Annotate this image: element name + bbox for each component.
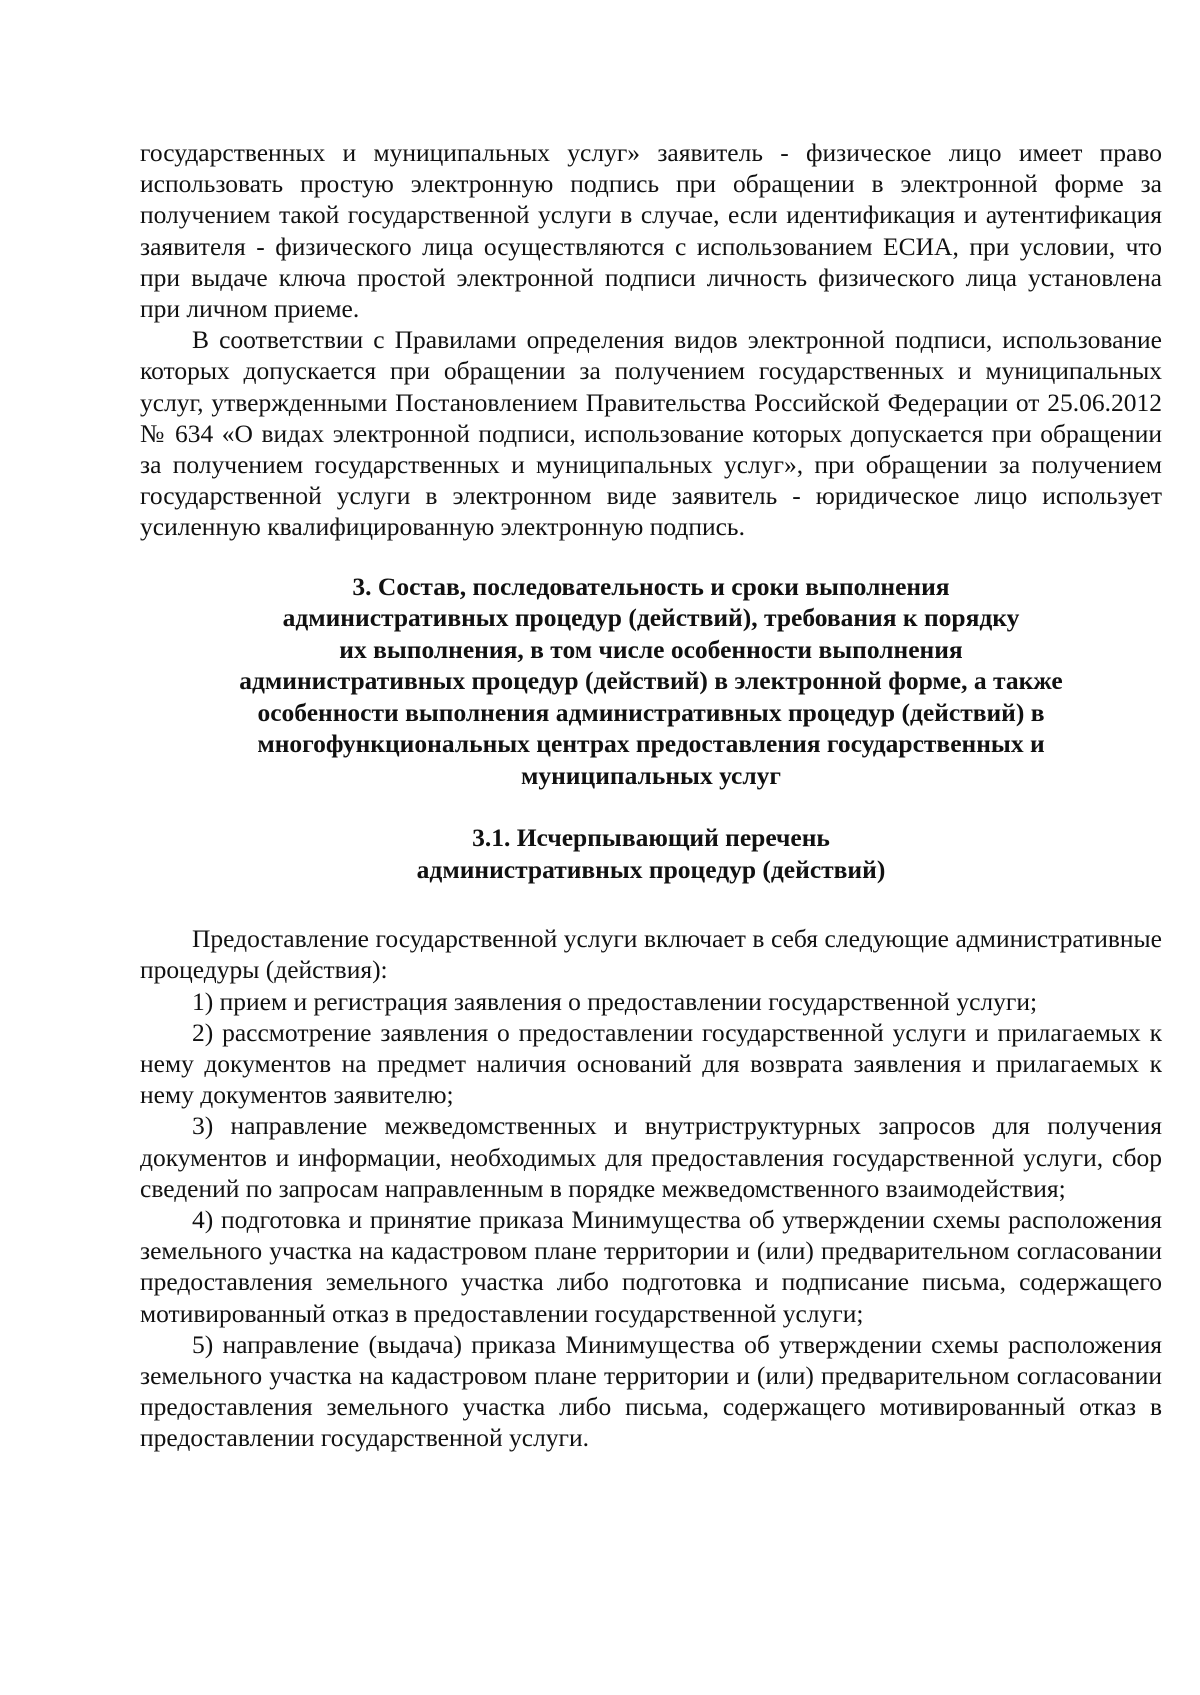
subsection-heading-line: административных процедур (действий) <box>416 854 886 884</box>
section-heading-line: многофункциональных центрах предоставления государственных и <box>257 729 1045 759</box>
section-heading-line: административных процедур (действий) в электронной форме, а также <box>239 666 1063 696</box>
section-heading-line: их выполнения, в том числе особенности выполнения <box>339 634 963 664</box>
procedure-item-1: 1) прием и регистрация заявления о предоставлении государственной услуги; <box>192 986 1038 1016</box>
section-heading-line: муниципальных услуг <box>521 760 781 790</box>
subsection-heading-line: 3.1. Исчерпывающий перечень <box>472 823 830 853</box>
subsection-heading <box>140 822 1162 885</box>
section-heading-line: 3. Состав, последовательность и сроки выполнения <box>352 571 950 601</box>
section-heading-line: особенности выполнения административных процедур (действий) в <box>257 697 1045 727</box>
paragraph-signature-rules: В соответствии с Правилами определения видов электронной подписи, использование которых допускается при обращении за получением государственных и муниципальных услуг, утвержденными Постановлением Правительства Российской Федерации от 25.06.2012 № 634 «О видах электронной подписи, использование которых допускается при обращении за получением государственных и муниципальных услуг», при обращении за получением государственной услуги в электронном виде заявитель - юридическое лицо использует усиленную квалифицированную электронную подпись. <box>140 325 1162 542</box>
procedure-item-4: 4) подготовка и принятие приказа Минимущества об утверждении схемы расположения земельного участка на кадастровом плане территории и (или) предварительном согласовании предоставления земельного участка либо подготовка и подписание письма, содержащего мотивированный отказ в предоставлении государственной услуги; <box>140 1204 1162 1328</box>
procedure-item-5: 5) направление (выдача) приказа Минимущества об утверждении схемы расположения земельного участка на кадастровом плане территории и (или) предварительном согласовании предоставления земельного участка либо письма, содержащего мотивированный отказ в предоставлении государственной услуги. <box>140 1329 1162 1453</box>
procedure-item-3: 3) направление межведомственных и внутриструктурных запросов для получения документов и информации, необходимых для предоставления государственной услуги, сбор сведений по запросам направленным в порядке межведомственного взаимодействия; <box>140 1111 1162 1203</box>
procedure-item-2: 2) рассмотрение заявления о предоставлении государственной услуги и прилагаемых к нему документов на предмет наличия оснований для возврата заявления и прилагаемых к нему документов заявителю; <box>140 1017 1162 1110</box>
section-heading-line: административных процедур (действий), требования к порядку <box>282 603 1020 633</box>
paragraph-continuation: государственных и муниципальных услуг» заявитель - физическое лицо имеет право использовать простую электронную подпись при обращении в электронной форме за получением такой государственной услуги в случае, если идентификация и аутентификация заявителя - физического лица осуществляются с использованием ЕСИА, при условии, что при выдаче ключа простой электронной подписи личность физического лица установлена при личном приеме. <box>140 138 1162 324</box>
list-intro: Предоставление государственной услуги включает в себя следующие административные процедуры (действия): <box>140 924 1162 985</box>
section-heading <box>140 571 1162 792</box>
document-body <box>140 137 1162 1454</box>
